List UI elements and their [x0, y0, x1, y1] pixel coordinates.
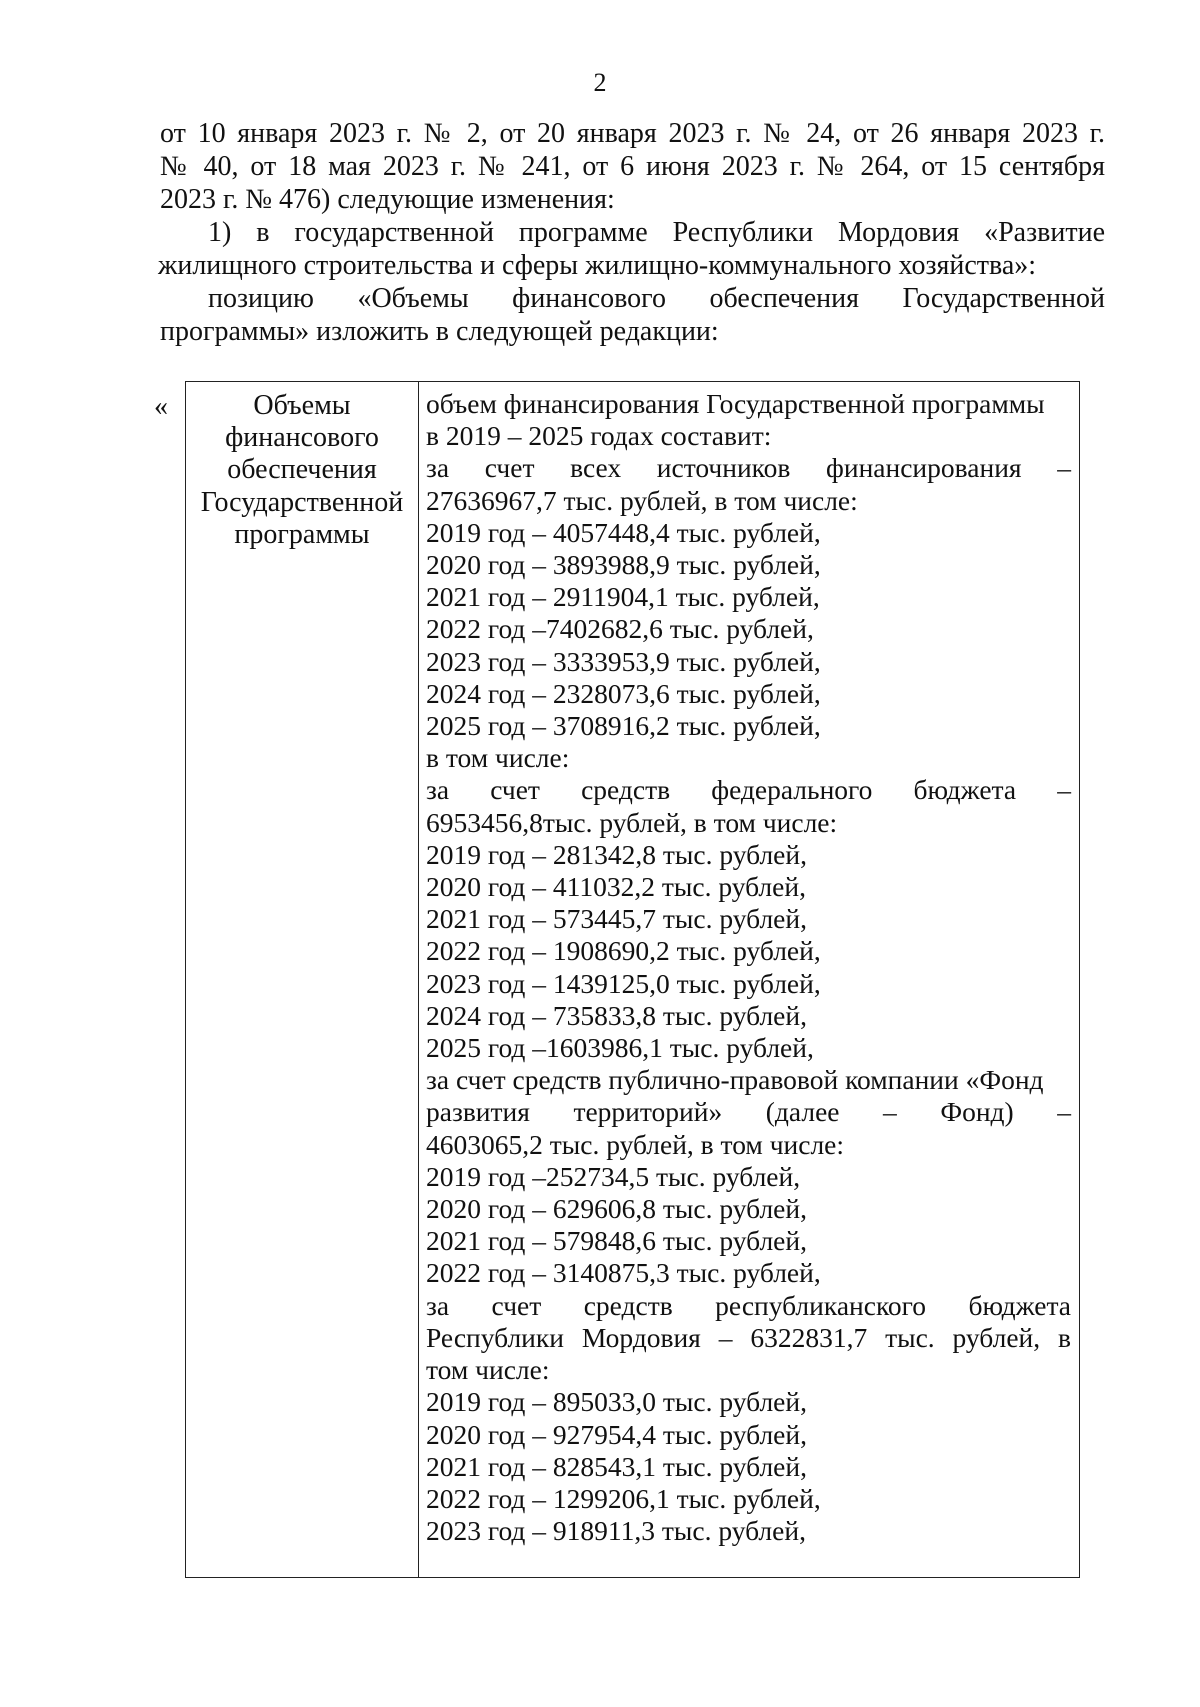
funding-line: 2023 год – 1439125,0 тыс. рублей,: [426, 967, 821, 999]
funding-line: за счет всех источников финансирования –: [426, 452, 1071, 484]
funding-line: 2022 год – 1908690,2 тыс. рублей,: [426, 935, 821, 967]
intro-paragraph: [160, 117, 1105, 348]
funding-line: 2024 год – 2328073,6 тыс. рублей,: [426, 677, 821, 709]
position-name-line: программы: [234, 518, 370, 550]
funding-line: 2025 год –1603986,1 тыс. рублей,: [426, 1032, 814, 1064]
intro-line: позицию «Объемы финансового обеспечения Государственной: [208, 283, 1105, 314]
funding-line: 2020 год – 3893988,9 тыс. рублей,: [426, 549, 821, 581]
funding-line: 2020 год – 411032,2 тыс. рублей,: [426, 871, 806, 903]
funding-line: 2024 год – 735833,8 тыс. рублей,: [426, 999, 807, 1031]
funding-line: 2022 год – 3140875,3 тыс. рублей,: [426, 1257, 821, 1289]
funding-line: за счет средств республиканского бюджета: [426, 1289, 1071, 1321]
position-name-line: Объемы: [253, 390, 351, 421]
funding-line: 4603065,2 тыс. рублей, в том числе:: [426, 1128, 845, 1160]
funding-line: 2020 год – 927954,4 тыс. рублей,: [426, 1418, 807, 1450]
funding-line: 2019 год – 4057448,4 тыс. рублей,: [426, 516, 821, 548]
intro-line: 2023 г. № 476) следующие изменения:: [160, 184, 615, 215]
funding-line: 2021 год – 573445,7 тыс. рублей,: [426, 903, 807, 935]
funding-line: развития территорий» (далее – Фонд) –: [426, 1096, 1071, 1128]
funding-line: в том числе:: [426, 742, 570, 774]
funding-line: 2019 год –252734,5 тыс. рублей,: [426, 1160, 801, 1192]
funding-line: 27636967,7 тыс. рублей, в том числе:: [426, 484, 858, 516]
intro-line: от 10 января 2023 г. № 2, от 20 января 2023 г. № 24, от 26 января 2023 г.: [160, 118, 1105, 149]
column-divider: [418, 382, 419, 1577]
funding-line: 2021 год – 828543,1 тыс. рублей,: [426, 1450, 807, 1482]
position-name-line: Государственной: [200, 486, 404, 518]
funding-line: 2021 год – 579848,6 тыс. рублей,: [426, 1225, 807, 1257]
funding-line: 2023 год – 918911,3 тыс. рублей,: [426, 1515, 806, 1547]
funding-line: 6953456,8тыс. рублей, в том числе:: [426, 806, 838, 838]
funding-details-cell: [426, 388, 1071, 1547]
position-name-line: обеспечения: [227, 454, 377, 486]
intro-line: № 40, от 18 мая 2023 г. № 241, от 6 июня 2023 г. № 264, от 15 сентября: [160, 151, 1105, 182]
funding-line: 2019 год – 281342,8 тыс. рублей,: [426, 838, 807, 870]
funding-line: 2019 год – 895033,0 тыс. рублей,: [426, 1386, 807, 1418]
page-number: 2: [593, 68, 607, 97]
opening-quote: «: [154, 391, 168, 422]
funding-line: 2021 год – 2911904,1 тыс. рублей,: [426, 581, 820, 613]
funding-line: в 2019 – 2025 годах составит:: [426, 420, 772, 452]
intro-line: жилищного строительства и сферы жилищно-коммунального хозяйства»:: [158, 250, 1037, 281]
position-name-line: финансового: [225, 422, 379, 454]
funding-line: объем финансирования Государственной программы: [426, 388, 1045, 419]
funding-line: 2022 год – 1299206,1 тыс. рублей,: [426, 1482, 821, 1514]
funding-line: 2023 год – 3333953,9 тыс. рублей,: [426, 645, 821, 677]
funding-line: за счет средств публично-правовой компании «Фонд: [426, 1064, 1044, 1096]
funding-table: [185, 381, 1080, 1578]
funding-line: 2025 год – 3708916,2 тыс. рублей,: [426, 710, 821, 742]
funding-line: 2022 год –7402682,6 тыс. рублей,: [426, 613, 814, 645]
funding-line: Республики Мордовия – 6322831,7 тыс. рублей, в: [426, 1321, 1071, 1353]
intro-line: 1) в государственной программе Республики Мордовия «Развитие: [208, 217, 1105, 248]
funding-line: за счет средств федерального бюджета –: [426, 774, 1071, 806]
position-name-cell: [186, 390, 418, 551]
funding-line: 2020 год – 629606,8 тыс. рублей,: [426, 1193, 807, 1225]
intro-line: программы» изложить в следующей редакции:: [160, 316, 719, 347]
funding-line: том числе:: [426, 1354, 550, 1386]
